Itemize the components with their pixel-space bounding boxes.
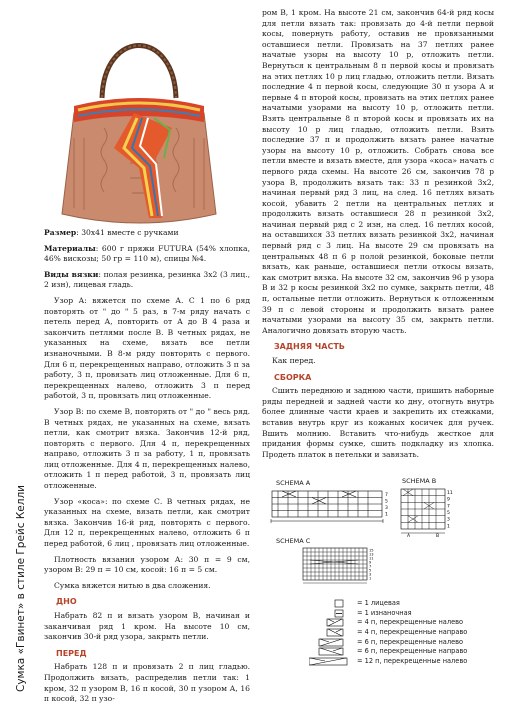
schema-c-label: SCHEMA C [276, 537, 311, 545]
schema-b-marker: B [436, 534, 440, 538]
schema-b-chart [398, 486, 458, 538]
schema-b-row-label: 9 [447, 497, 450, 503]
schema-b-label: SCHEMA B [402, 477, 437, 485]
cross-4-right-icon [309, 628, 349, 637]
schema-b-row-label: 1 [447, 524, 450, 530]
front-continuation-paragraph: ром В, 1 кром. На высоте 21 см, закончив 64-й ряд косы для петли вязать так: провязать до 4-й петли первой косы, повернуть работу, оставив не провязанными оставшиеся петли. Провязать на 37 петлях ранее начатые узоры на высоту 10 р, отложить петли. Вернуться к центральным 8 п первой косы и провязать на этих петлях 10 р лиц гладью, отложить петли. Вязать последние 4 п первой косы, следующие 30 п узора А и первые 4 п второй косы, провязать на этих петлях ранее начатыми узорами на высоту 10 р, отложить петли. Взять центральные 8 п второй косы и провязать их на высоту 10 р лиц гладью, отложить петли. Взять последние 37 п и продолжить вязать ранее начатые узоры на высоту 10 р, отложить. Собрать снова все петли вместе и вязать вместе, для узора «коса» начать с первого ряда схемы. На высоте 26 см, закончив 78 р узора В, продолжить вязать так: 33 п резинкой 3х2, начиная первый ряд 3 лиц, на след. 16 петлях вязать косой, убавить 2 петли на центральных петлях и продолжить вязать оставшиеся 28 п резинкой 3х2, начиная первый ряд с 2 изн, на след. 16 петлях косой, на оставшихся 33 петлях вязать резинкой 3х2, начиная первый ряд с 3 лиц. На высоте 29 см провязать на центральных 48 п 6 р полой резинкой, боковые петли вязать, как раньше, оставшиеся петли откосы вязать, как смотрит вязка. На высоте 32 см, закончив 96 р узора В и 32 р косы резинкой 3х2 по сумке, закрыть петли, 48 п, остальные петли отложить. Вернуться к отложенным 39 п с левой стороны и продолжить вязать ранее начатыми узорами на высоту 35 см, закрыть петли. Аналогично довязать вторую часть. [262, 8, 494, 335]
folded-paragraph: Сумка вяжется нитью в два сложения. [54, 580, 211, 590]
left-column [44, 228, 250, 710]
legend-item-6-right: = 6 п, перекрещенные направо [309, 647, 499, 657]
schema-a-chart [268, 487, 393, 527]
schema-a-row-label: 1 [385, 512, 388, 518]
schema-a-row-label: 5 [385, 499, 388, 505]
purl-symbol-icon [309, 609, 349, 618]
stitch-types-paragraph: Виды вязки: полая резинка, резинка 3х2 (3 лиц., 2 изн), лицевая гладь. [44, 269, 250, 290]
schema-c-row-label: 7 [369, 564, 372, 569]
sidebar-title: Сумка «Гвинет» в стиле Грейс Келли [15, 485, 27, 692]
schema-b-row-label: 3 [447, 517, 450, 523]
legend-item-4-right: = 4 п, перекрещенные направо [309, 628, 499, 638]
schema-c-row-label: 3 [369, 572, 372, 577]
schema-a-row-label: 7 [385, 493, 388, 498]
pattern-b-paragraph: Узор В: по схеме В, повторять от " до " весь ряд. В четных рядах, не указанных на схеме, вязать петли, как смотрит вязка. Закончив 12-й ряд, повторять с первого. Для 4 п, перекрещенных направо, отложить 3 п за работу, 1 п, провязать лиц отложенные. Для 4 п, перекрещенных налево, отложить 1 п перед работой, 3 п, провязать лиц отложенные. [44, 406, 250, 491]
bag-photo [44, 18, 234, 230]
cross-6-right-icon [309, 647, 349, 656]
schema-c-row-label: 9 [369, 560, 372, 565]
size-paragraph: Размер: 30х41 вместе с ручками [44, 228, 179, 237]
back-paragraph: Как перед. [272, 356, 316, 365]
schema-c-row-label: 15 [369, 548, 374, 553]
materials-paragraph: Материалы: 600 г пряжи FUTURA (54% хлопка, 46% вискозы; 50 гр = 110 м), спицы №4. [44, 243, 250, 264]
legend-item-6-left: = 6 п, перекрещенные налево [309, 638, 499, 648]
legend-item-12-left: = 12 п, перекрещенные налево [309, 657, 499, 667]
legend-item-knit: = 1 лицевая [309, 599, 499, 609]
density-paragraph: Плотность вязания узором А: 30 п = 9 см, узором В: 29 п = 10 см, косой: 16 п = 5 см. [44, 554, 250, 575]
cross-4-left-icon [309, 618, 349, 627]
legend-item-purl: = 1 изнаночная [309, 609, 499, 619]
bottom-paragraph: Набрать 82 п и вязать узором В, начиная и заканчивая ряд 1 кром. На высоте 10 см, закончив 30-й ряд узора, закрыть петли. [44, 611, 250, 642]
front-heading: ПЕРЕД [56, 648, 87, 658]
bottom-heading: ДНО [56, 597, 77, 607]
schema-b-marker: A [407, 534, 411, 538]
pattern-a-paragraph: Узор А: вяжется по схеме А. С 1 по 6 ряд повторять от " до " 5 раз, в 7-м ряду начать с петель перед А, повторить от А до В 4 раза и закончить петлями после В. В четных рядах, не указанных на схеме, вязать все петли изнаночными. В 8-м ряду повторять с первого. Для 6 п, перекрещенных направо, отложить 3 п за работу, 3 п, провязать лиц отложенные. Для 6 п, перекрещенных налево, отложить 3 п перед работой, 3 п, провязать лиц отложенные. [44, 295, 250, 401]
right-column [262, 8, 494, 465]
schema-b-row-label: 5 [447, 511, 450, 516]
front-paragraph: Набрать 128 п и провязать 2 п лиц гладью. Продолжить вязать, распределив петли так: 1 кром, 32 п узором В, 16 п косой, 30 п узором А, 16 п косой, 32 п узо- [44, 662, 250, 704]
chart-legend [309, 599, 499, 667]
knit-symbol-icon [309, 599, 349, 608]
schema-c-row-label: 13 [369, 552, 374, 557]
schema-c-row-label: 1 [369, 576, 372, 581]
pattern-c-paragraph: Узор «коса»: по схеме С. В четных рядах, не указанных на схеме, вязать петли, как смотрит вязка. Закончив 16-й ряд, повторять с первого. Для 12 п, перекрещенных налево, отложить 6 п перед работой, 6 лиц , провязать лиц отложенные. [44, 496, 250, 549]
assembly-heading: СБОРКА [274, 372, 312, 382]
assembly-paragraph: Сшить переднюю и заднюю части, пришить наборные ряды передней и задней части ко дну, отогнуть внутрь более длинные части краев и закрепить их стежками, вставив внутрь круг из кожаных косичек для ручек. Вшить молнию. Вставить что-нибудь жесткое для придания формы сумке, сшить подкладку из хлопка. Продеть платок в петельки и завязать. [262, 386, 494, 459]
schema-c-chart [300, 546, 380, 586]
cross-12-left-icon [309, 657, 349, 666]
schema-a-label: SCHEMA A [276, 479, 311, 487]
schema-c-row-label: 5 [369, 568, 372, 573]
schema-c-row-label: 11 [369, 556, 374, 561]
schema-b-row-label: 11 [447, 491, 453, 496]
back-heading: ЗАДНЯЯ ЧАСТЬ [274, 342, 345, 352]
schema-a-row-label: 3 [385, 506, 388, 511]
cross-6-left-icon [309, 638, 349, 647]
legend-item-4-left: = 4 п, перекрещенные налево [309, 618, 499, 628]
schema-b-row-label: 7 [447, 504, 450, 510]
